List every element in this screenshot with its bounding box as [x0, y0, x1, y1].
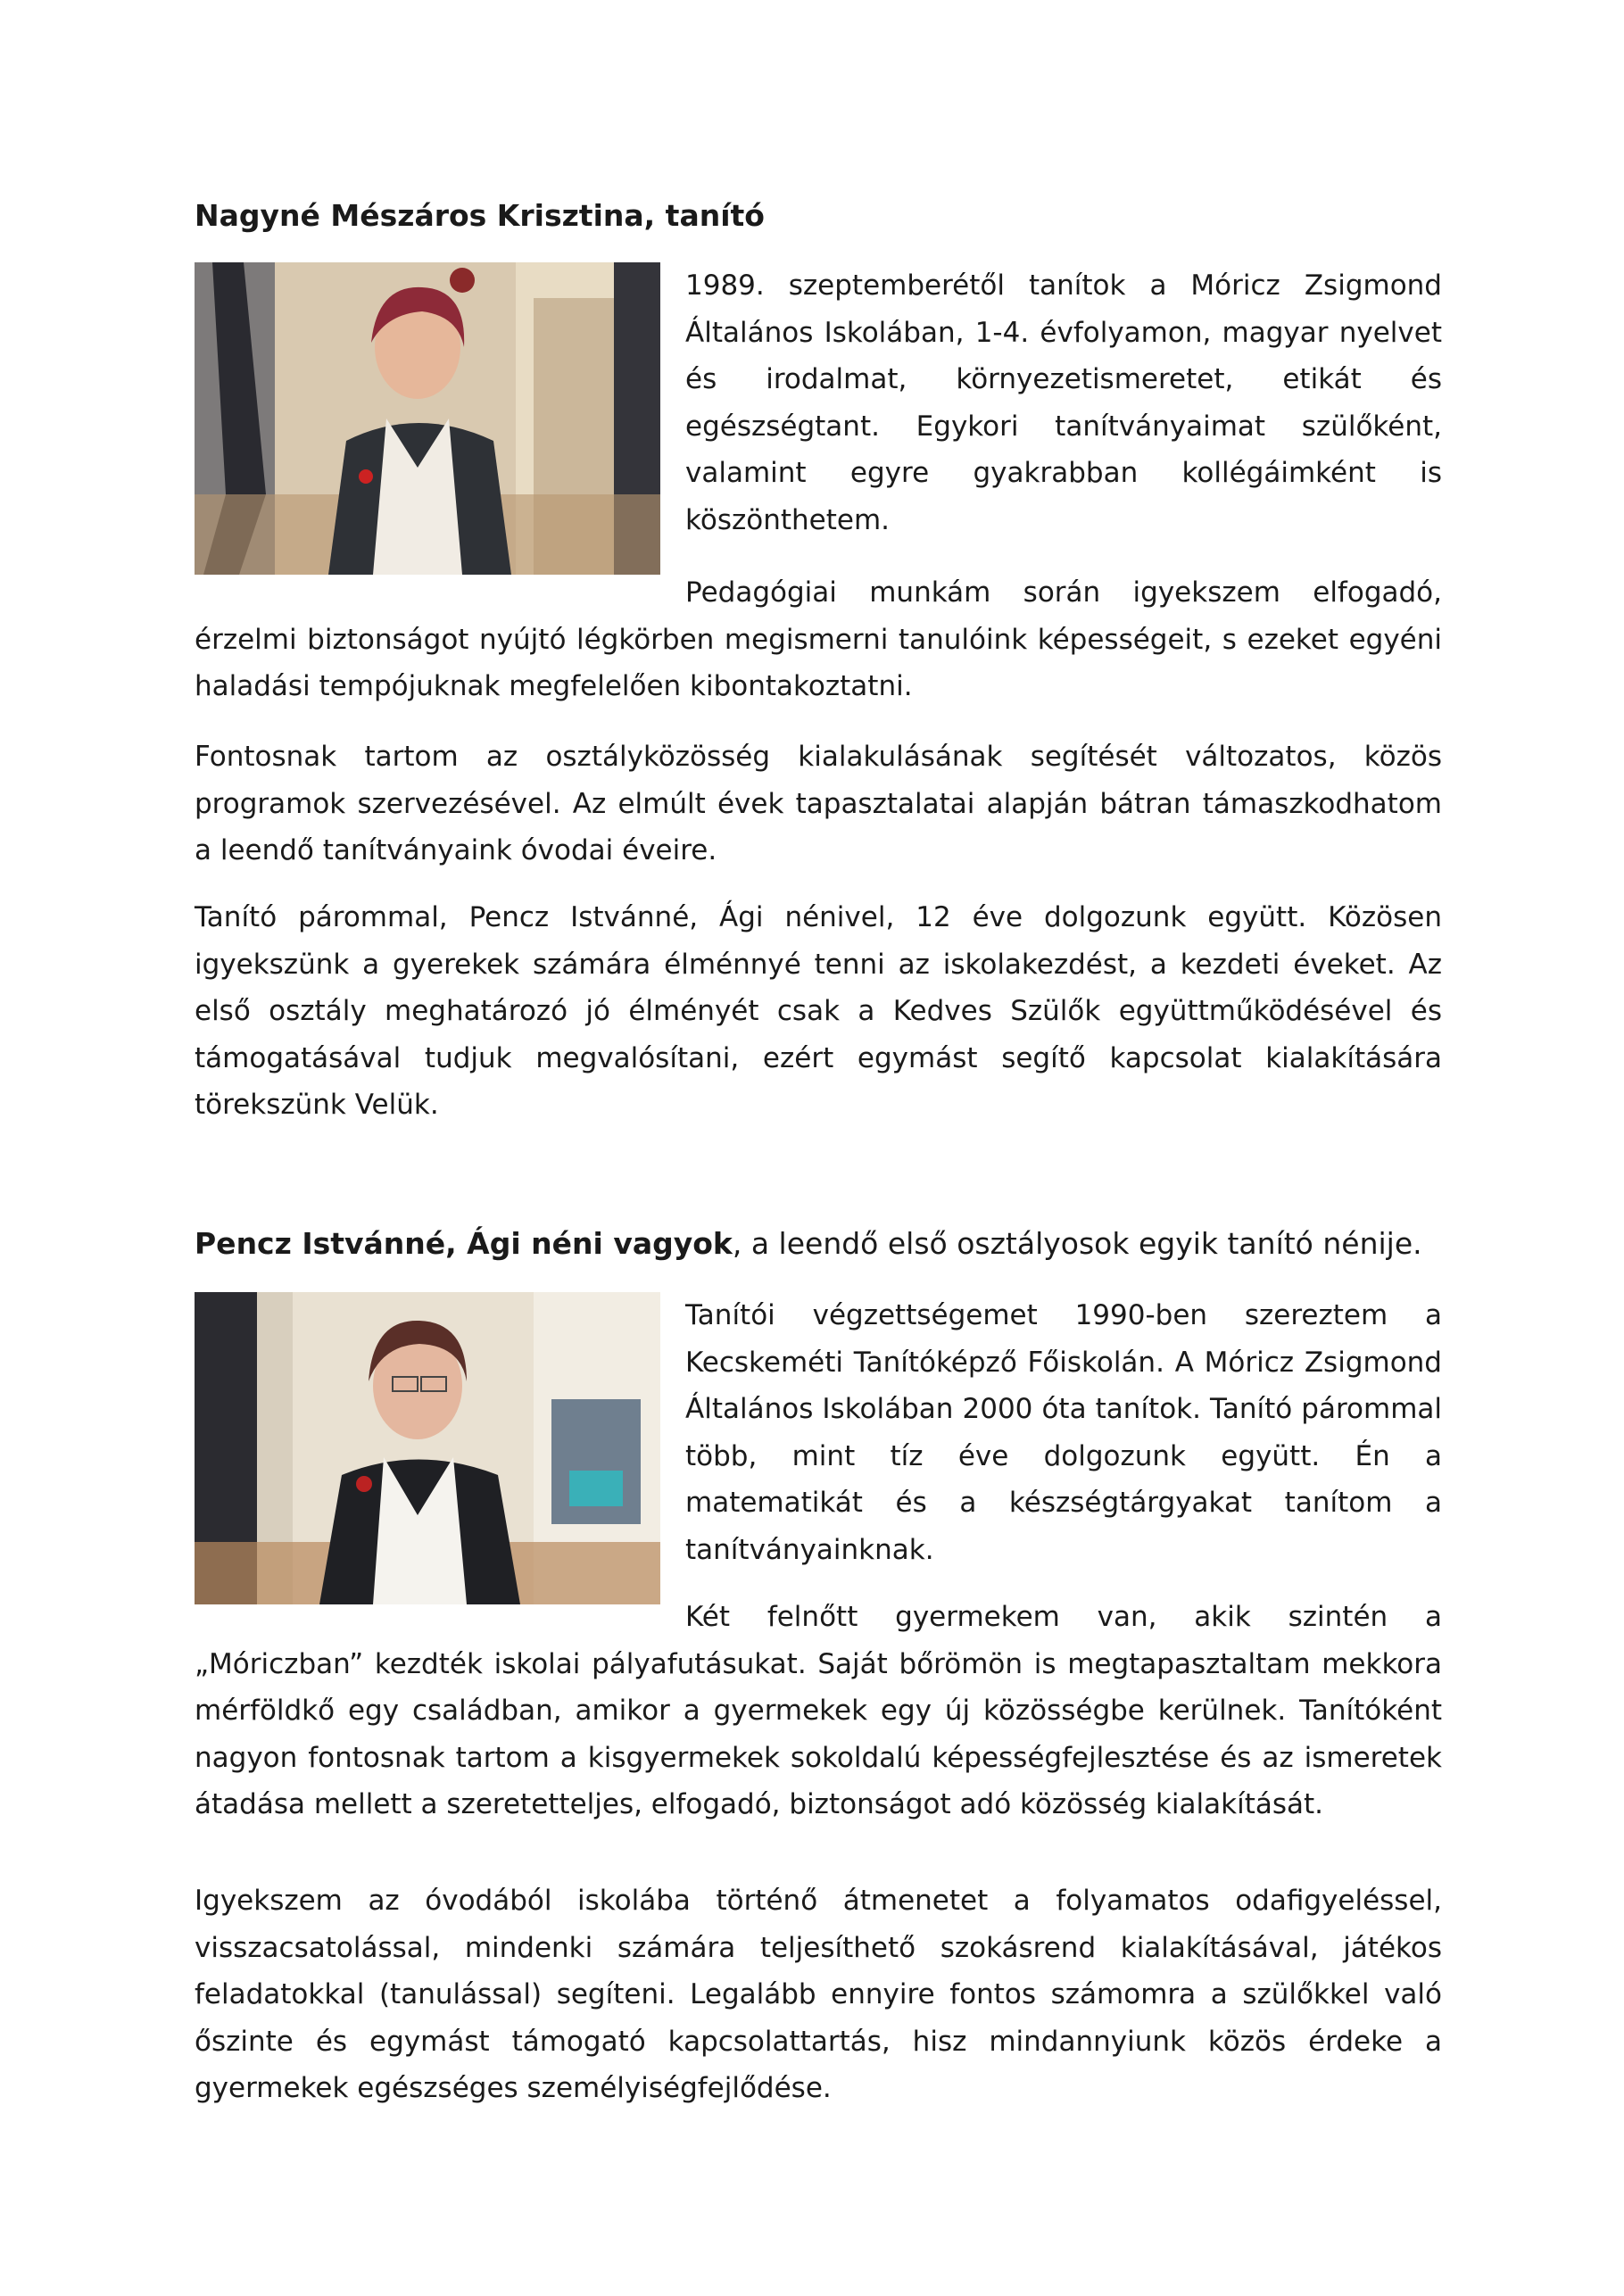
section2-heading-bold: Pencz Istvánné, Ági néni vagyok	[195, 1226, 733, 1261]
section2-paragraph-1	[195, 1594, 1442, 1828]
section2-paragraph-1-text: Két felnőtt gyermekem van, akik szintén a „Móriczban” kezdték iskolai pályafutásukat. Saját bőrömön is megtapasztaltam mekkora mérföldkő egy családban, amikor a gyermekek egy új közösségbe kerülnek. Tanítóként nagyon fontosnak tartom a kisgyermekek sokoldalú képességfejlesztése és az ismeretek átadása mellett a szeretetteljes, elfogadó, biztonságot adó közösség kialakítását.	[195, 1601, 1442, 1820]
section1-paragraph-1-text: Pedagógiai munkám során igyekszem elfogadó, érzelmi biztonságot nyújtó légkörben megismerni tanulóink képességeit, s ezeket egyéni haladási tempójuknak megfelelően kibontakoztatni.	[195, 576, 1442, 702]
section2-heading	[195, 1221, 1422, 1267]
portrait-image-2	[195, 1292, 660, 1604]
section1-heading	[195, 193, 765, 239]
section1-paragraph-1	[195, 569, 1442, 710]
section2-photo	[195, 1292, 660, 1604]
section1-heading-text: Nagyné Mészáros Krisztina, tanító	[195, 198, 765, 233]
section2-intro: Tanítói végzettségemet 1990-ben szereztem a Kecskeméti Tanítóképző Főiskolán. A Móricz Zsigmond Általános Iskolában 2000 óta tanítok. Tanító párommal több, mint tíz éve dolgozunk együtt. Én a matematikát és a készségtárgyakat tanítom a tanítványainknak.	[685, 1299, 1442, 1566]
section2-heading-rest: , a leendő első osztályosok egyik tanító nénije.	[732, 1226, 1422, 1261]
section2-paragraph-2: Igyekszem az óvodából iskolába történő átmenetet a folyamatos odafigyeléssel, visszacsatolással, mindenki számára teljesíthető szokásrend kialakításával, játékos feladatokkal (tanulással) segíteni. Legalább ennyire fontos számomra a szülőkkel való őszinte és egymást támogató kapcsolattartás, hisz mindannyiunk közös érdeke a gyermekek egészséges személyiségfejlődése.	[195, 1885, 1442, 2104]
section1-paragraph-3: Tanító párommal, Pencz Istvánné, Ági nénivel, 12 éve dolgozunk együtt. Közösen igyekszünk a gyerekek számára élménnyé tenni az iskolakezdést, a kezdeti éveket. Az első osztály meghatározó jó élményét csak a Kedves Szülők együttműködésével és támogatásával tudjuk megvalósítani, ezért egymást segítő kapcsolat kialakítására törekszünk Velük.	[195, 901, 1442, 1121]
portrait-image-1	[195, 262, 660, 575]
section1-photo	[195, 262, 660, 575]
section1-intro: 1989. szeptemberétől tanítok a Móricz Zsigmond Általános Iskolában, 1-4. évfolyamon, magyar nyelvet és irodalmat, környezetismeretet, etikát és egészségtant. Egykori tanítványaimat szülőként, valamint egyre gyakrabban kollégáimként is köszönthetem.	[685, 269, 1442, 536]
section1-paragraph-2: Fontosnak tartom az osztályközösség kialakulásának segítését változatos, közös programok szervezésével. Az elmúlt évek tapasztalatai alapján bátran támaszkodhatom a leendő tanítványaink óvodai éveire.	[195, 741, 1442, 866]
